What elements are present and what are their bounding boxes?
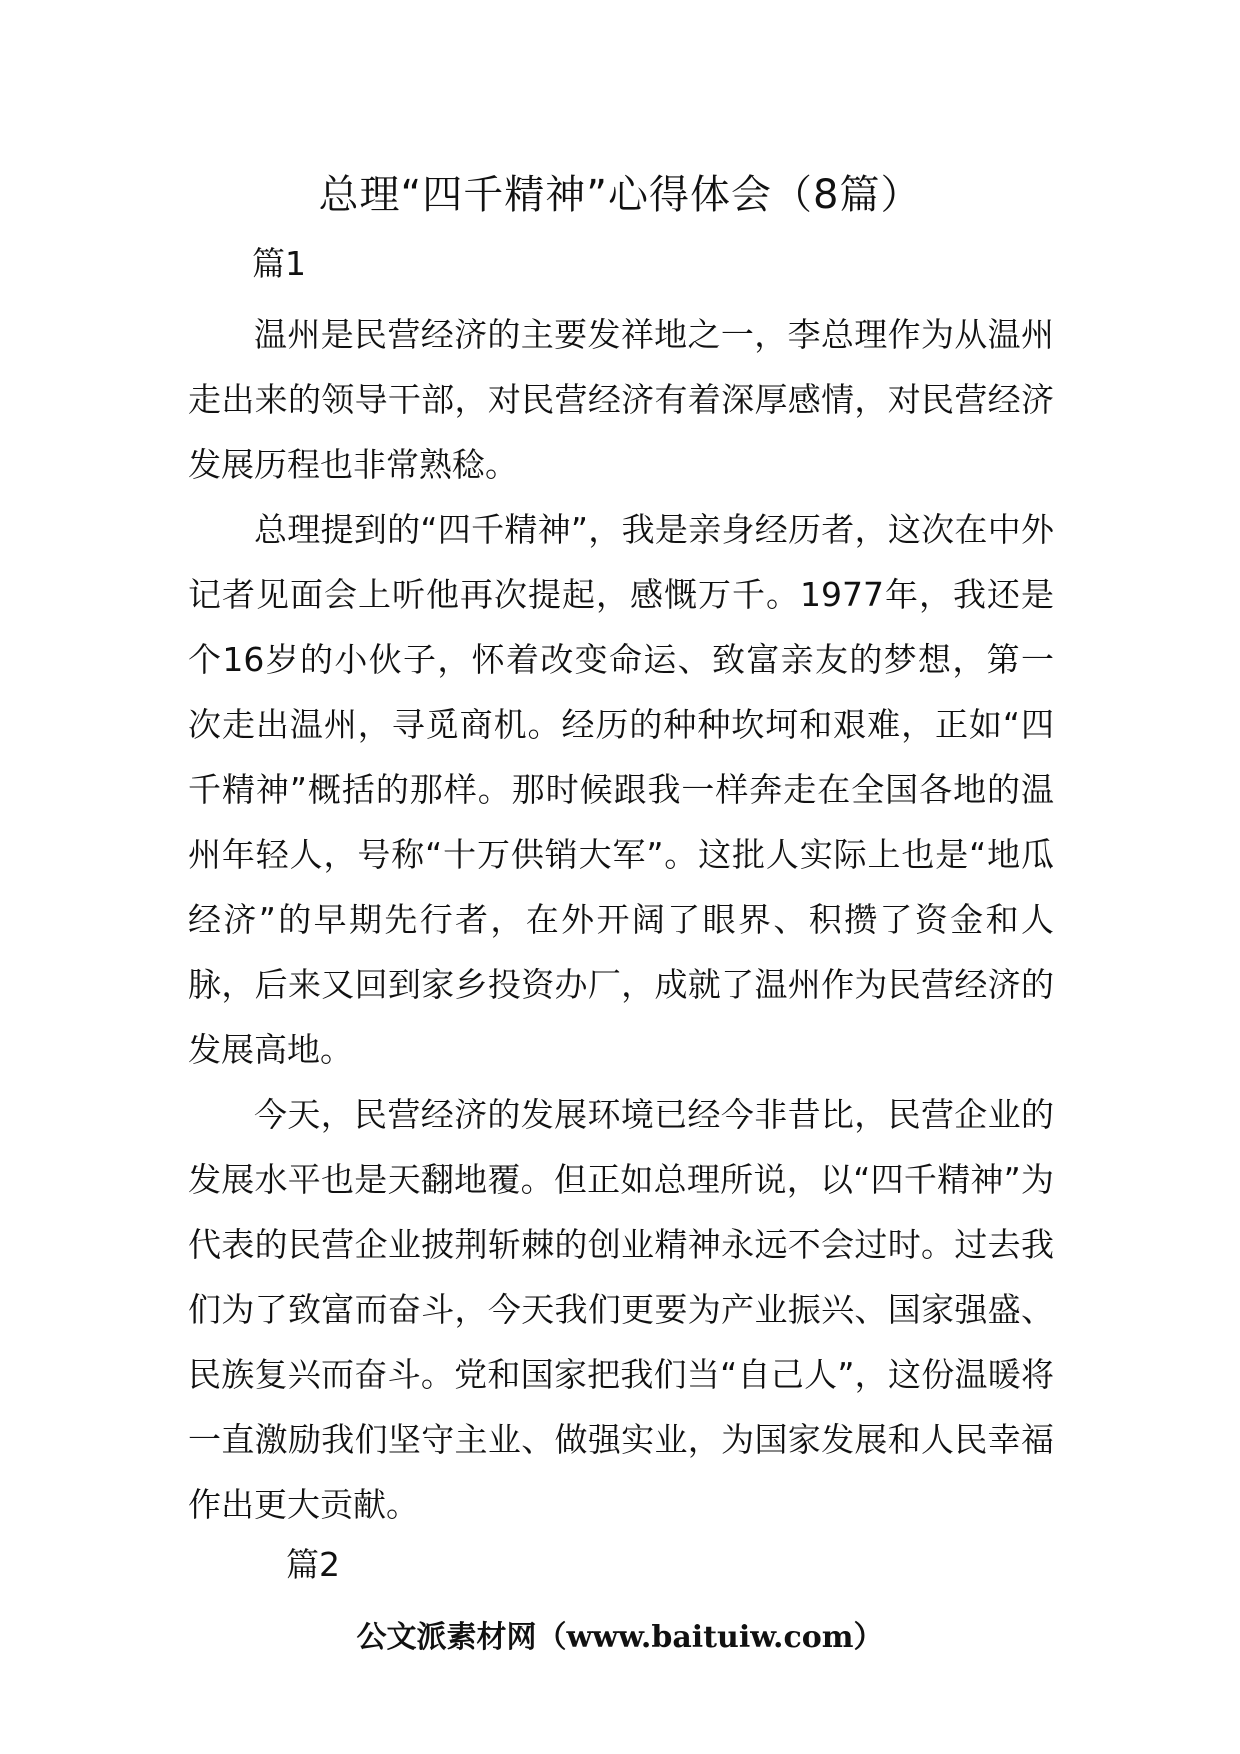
section-heading-1: 篇1	[252, 244, 306, 283]
footer-watermark-text: 公文派素材网（www.baituiw.com）	[356, 1620, 884, 1655]
section-heading-2: 篇2	[286, 1545, 340, 1584]
section-1-body	[188, 302, 1054, 1537]
document-title: 总理“四千精神”心得体会（8篇）	[318, 172, 922, 218]
paragraph-2: 总理提到的“四千精神”，我是亲身经历者，这次在中外记者见面会上听他再次提起，感慨万千。1977年，我还是个16岁的小伙子，怀着改变命运、致富亲友的梦想，第一次走出温州，寻觅商机。经历的种种坎坷和艰难，正如“四千精神”概括的那样。那时候跟我一样奔走在全国各地的温州年轻人，号称“十万供销大军”。这批人实际上也是“地瓜经济”的早期先行者，在外开阔了眼界、积攒了资金和人脉，后来又回到家乡投资办厂，成就了温州作为民营经济的发展高地。	[188, 510, 1054, 1069]
paragraph-1: 温州是民营经济的主要发祥地之一，李总理作为从温州走出来的领导干部，对民营经济有着深厚感情，对民营经济发展历程也非常熟稔。	[188, 315, 1054, 484]
paragraph-3: 今天，民营经济的发展环境已经今非昔比，民营企业的发展水平也是天翻地覆。但正如总理所说，以“四千精神”为代表的民营企业披荆斩棘的创业精神永远不会过时。过去我们为了致富而奋斗，今天我们更要为产业振兴、国家强盛、民族复兴而奋斗。党和国家把我们当“自己人”，这份温暖将一直激励我们坚守主业、做强实业，为国家发展和人民幸福作出更大贡献。	[188, 1095, 1054, 1524]
